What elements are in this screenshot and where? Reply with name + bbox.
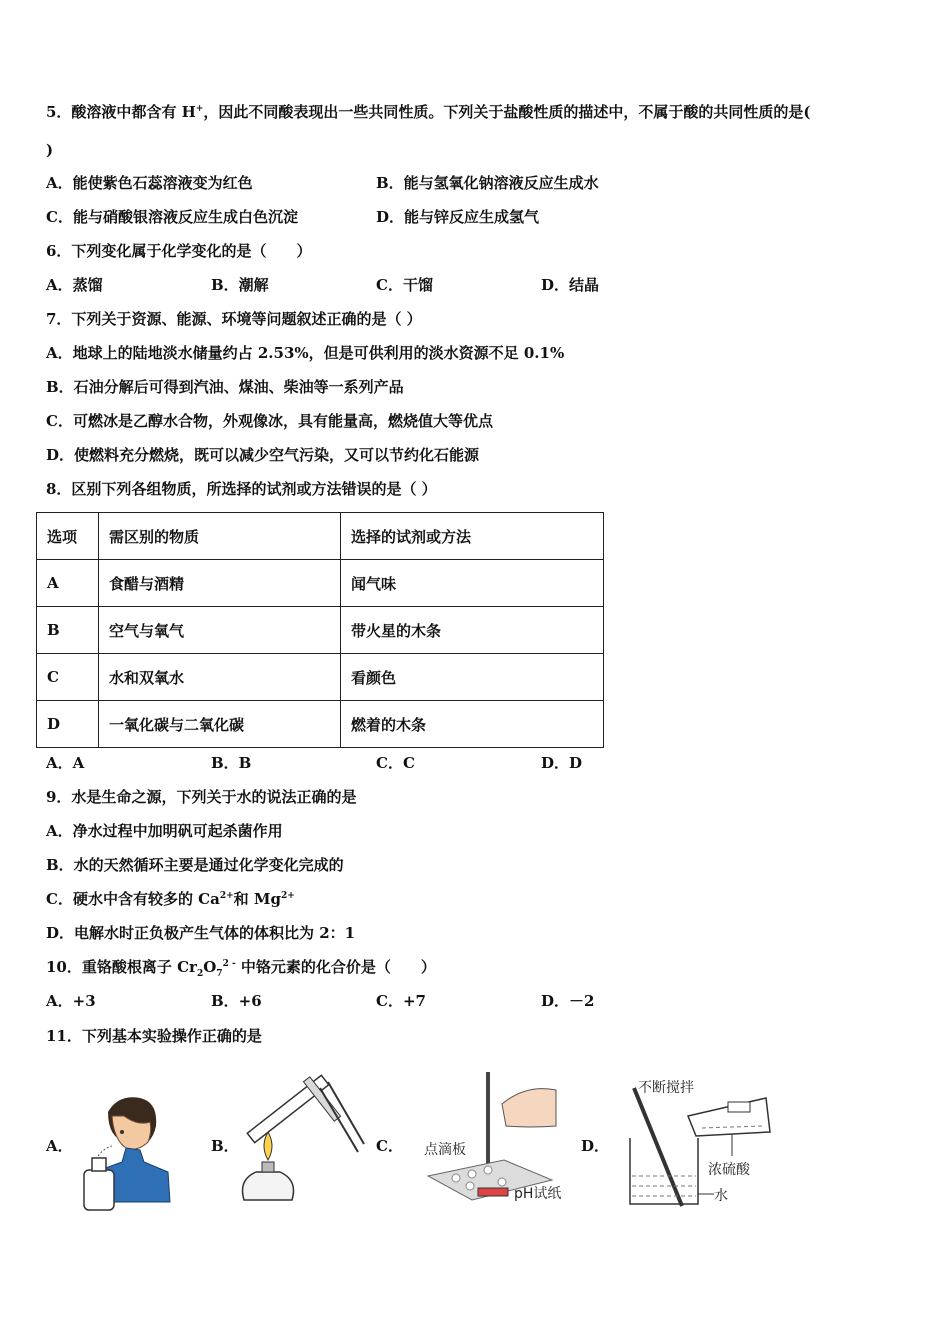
table-cell: 一氧化碳与二氧化碳 (99, 701, 341, 748)
q5-stem: 5．酸溶液中都含有 H+，因此不同酸表现出一些共同性质。下列关于盐酸性质的描述中，不属于酸的共同性质的是( (46, 103, 811, 121)
q10-stem: 10．重铬酸根离子 $Cr_2O_7^{2 -}$ 中铬元素的化合价是（ ） (46, 958, 436, 979)
q8-option-d: D．D (541, 754, 583, 772)
q10-option-d: D．－2 (541, 992, 595, 1010)
table-cell: 食醋与酒精 (99, 560, 341, 607)
q10-option-a: A．+3 (46, 992, 96, 1010)
table-header-row (37, 513, 604, 560)
q6-option-b: B．潮解 (211, 276, 269, 294)
table-cell: B (37, 607, 99, 654)
dilute-acid-figure (622, 1072, 776, 1212)
q5-option-d: D．能与锌反应生成氢气 (376, 208, 540, 226)
ph-paper-label: pH试纸 (514, 1186, 562, 1202)
table-row (37, 607, 604, 654)
q8-option-c: C．C (376, 754, 415, 772)
q10-option-c: C．+7 (376, 992, 426, 1010)
q5-stem-continued: ) (46, 141, 54, 159)
q8-stem: 8．区别下列各组物质，所选择的试剂或方法错误的是（ ） (46, 480, 437, 498)
test-tube-heating-figure (234, 1068, 368, 1208)
q5-option-a: A．能使紫色石蕊溶液变为红色 (46, 174, 253, 192)
q9-option-a: A．净水过程中加明矾可起杀菌作用 (46, 822, 283, 840)
q6-option-a: A．蒸馏 (46, 276, 103, 294)
table-header-cell: 选项 (37, 513, 99, 560)
table-cell: 闻气味 (341, 560, 604, 607)
boy-smelling-bottle-figure (78, 1092, 174, 1214)
q6-option-c: C．干馏 (376, 276, 433, 294)
q7-option-b: B．石油分解后可得到汽油、煤油、柴油等一系列产品 (46, 378, 404, 396)
q7-option-a: A．地球上的陆地淡水储量约占 2.53%，但是可供利用的淡水资源不足 0.1% (46, 344, 565, 362)
table-header-cell: 需区别的物质 (99, 513, 341, 560)
q6-stem: 6．下列变化属于化学变化的是（ ） (46, 242, 312, 260)
stir-label: 不断搅拌 (638, 1080, 694, 1096)
q9-option-b: B．水的天然循环主要是通过化学变化完成的 (46, 856, 344, 874)
q6-option-d: D．结晶 (541, 276, 600, 294)
table-cell: 看颜色 (341, 654, 604, 701)
ph-test-figure (422, 1064, 578, 1214)
ph-plate-label: 点滴板 (424, 1142, 466, 1158)
q8-option-b: B．B (211, 754, 252, 772)
table-row (37, 701, 604, 748)
q11-label-a: A． (46, 1137, 73, 1155)
acid-label: 浓硫酸 (708, 1162, 750, 1178)
q7-option-c: C．可燃冰是乙醇水合物，外观像冰，具有能量高，燃烧值大等优点 (46, 412, 493, 430)
q7-option-d: D．使燃料充分燃烧，既可以减少空气污染，又可以节约化石能源 (46, 446, 480, 464)
q8-table (36, 512, 604, 748)
table-cell: D (37, 701, 99, 748)
q8-option-a: A．A (46, 754, 85, 772)
q5-option-c: C．能与硝酸银溶液反应生成白色沉淀 (46, 208, 298, 226)
q9-option-d: D．电解水时正负极产生气体的体积比为 2：1 (46, 924, 356, 942)
q7-stem: 7．下列关于资源、能源、环境等问题叙述正确的是（ ） (46, 310, 422, 328)
table-header-cell: 选择的试剂或方法 (341, 513, 604, 560)
table-cell: 空气与氧气 (99, 607, 341, 654)
table-cell: 带火星的木条 (341, 607, 604, 654)
q9-option-c: C．硬水中含有较多的 $Ca^{2+}$和 $Mg^{2+}$ (46, 890, 295, 908)
table-cell: A (37, 560, 99, 607)
q5-option-b: B．能与氢氧化钠溶液反应生成水 (376, 174, 599, 192)
table-cell: 燃着的木条 (341, 701, 604, 748)
table-row (37, 654, 604, 701)
table-cell: C (37, 654, 99, 701)
q10-option-b: B．+6 (211, 992, 262, 1010)
q9-stem: 9．水是生命之源，下列关于水的说法正确的是 (46, 788, 357, 806)
table-cell: 水和双氧水 (99, 654, 341, 701)
water-label: 水 (714, 1188, 728, 1204)
table-row (37, 560, 604, 607)
q11-stem: 11．下列基本实验操作正确的是 (46, 1027, 262, 1045)
q11-label-c: C． (376, 1137, 403, 1155)
q11-label-b: B． (211, 1137, 239, 1155)
q11-label-d: D． (581, 1137, 610, 1155)
